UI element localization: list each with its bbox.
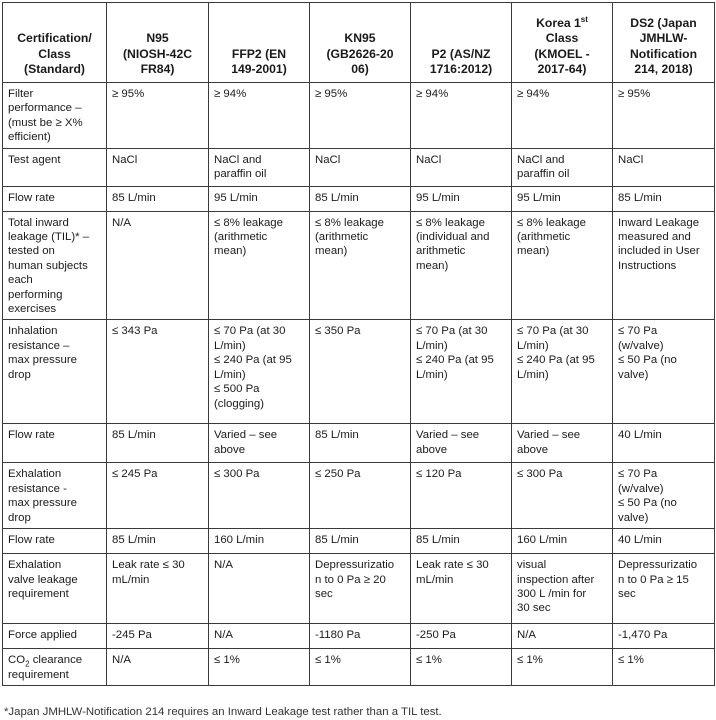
table-cell: ≤ 1% [512,649,613,686]
table-cell: ≥ 94% [209,83,310,149]
table-cell: NaCl and paraffin oil [209,148,310,186]
table-cell: ≤ 8% leakage (arithmetic mean) [310,211,411,320]
table-cell: ≤ 1% [613,649,715,686]
table-cell: ≤ 8% leakage (arithmetic mean) [512,211,613,320]
header-row [3,3,715,83]
table-cell: ≤ 8% leakage (individual and arithmetic mean) [411,211,512,320]
table-cell: N/A [107,211,209,320]
row-label: Total inward leakage (TIL)* – tested on human subjects each performing exercises [3,211,107,320]
row-label: Filter performance – (must be ≥ X% efficient) [3,83,107,149]
row-total-inward-leakage [3,211,715,320]
table-cell: ≤ 300 Pa [209,463,310,529]
table-cell: 95 L/min [512,186,613,211]
table-cell: Leak rate ≤ 30 mL/min [107,554,209,624]
table-cell: 85 L/min [310,186,411,211]
table-cell: 85 L/min [411,529,512,554]
table-cell: 85 L/min [613,186,715,211]
label-part: clearance requirement [8,654,83,681]
label-part: CO [8,654,26,667]
header-korea-sup: st [580,14,588,24]
table-cell: Leak rate ≤ 30 mL/min [411,554,512,624]
table-cell: ≤ 245 Pa [107,463,209,529]
table-cell: 95 L/min [411,186,512,211]
table-cell: ≥ 94% [411,83,512,149]
table-cell: ≥ 95% [613,83,715,149]
table-cell: 160 L/min [512,529,613,554]
table-cell: 40 L/min [613,529,715,554]
table-cell: Depressurizatio n to 0 Pa ≥ 15 sec [613,554,715,624]
row-flow-rate-3 [3,529,715,554]
table-cell: N/A [107,649,209,686]
table-cell: ≥ 94% [512,83,613,149]
header-certification-class: Certification/ Class (Standard) [3,3,107,83]
row-inhalation-resistance [3,320,715,424]
table-cell: ≤ 70 Pa (w/valve) ≤ 50 Pa (no valve) [613,320,715,424]
table-cell: 85 L/min [310,529,411,554]
row-filter-performance [3,83,715,149]
header-p2: P2 (AS/NZ 1716:2012) [411,3,512,83]
table-cell: ≤ 8% leakage (arithmetic mean) [209,211,310,320]
respirator-standards-table [2,2,715,686]
table-cell: ≤ 70 Pa (at 30 L/min) ≤ 240 Pa (at 95 L/min) [512,320,613,424]
table-cell: 85 L/min [107,529,209,554]
table-cell: ≥ 95% [107,83,209,149]
table-cell: 40 L/min [613,424,715,463]
table-cell: NaCl [107,148,209,186]
header-korea-text: Korea 1 [536,15,581,30]
header-korea-rest: Class (KMOEL - 2017-64) [534,31,590,77]
row-exhalation-valve-leakage [3,554,715,624]
row-label: Flow rate [3,424,107,463]
row-flow-rate-2 [3,424,715,463]
table-cell: 85 L/min [107,186,209,211]
row-label: Exhalation valve leakage requirement [3,554,107,624]
table-cell: Varied – see above [209,424,310,463]
row-label: Force applied [3,624,107,649]
row-flow-rate-1 [3,186,715,211]
table-cell: NaCl and paraffin oil [512,148,613,186]
table-cell: N/A [209,624,310,649]
label-subscript: 2 [25,659,30,669]
table-cell: ≤ 350 Pa [310,320,411,424]
table-cell: NaCl [613,148,715,186]
table-cell: Varied – see above [411,424,512,463]
table-cell: ≤ 70 Pa (at 30 L/min) ≤ 240 Pa (at 95 L/min) [411,320,512,424]
footnote: *Japan JMHLW-Notification 214 requires an Inward Leakage test rather than a TIL test. [4,706,442,718]
table-cell: 85 L/min [107,424,209,463]
row-exhalation-resistance [3,463,715,529]
row-label: Inhalation resistance – max pressure drop [3,320,107,424]
header-korea-1st-class [512,3,613,83]
table-cell: ≥ 95% [310,83,411,149]
table-cell: NaCl [411,148,512,186]
row-label: Test agent [3,148,107,186]
table-cell: -1,470 Pa [613,624,715,649]
table-cell: ≤ 1% [411,649,512,686]
table-cell: 85 L/min [310,424,411,463]
row-label: Flow rate [3,186,107,211]
table-cell: ≤ 70 Pa (w/valve) ≤ 50 Pa (no valve) [613,463,715,529]
row-force-applied [3,624,715,649]
table-cell: 160 L/min [209,529,310,554]
header-ffp2: FFP2 (EN 149-2001) [209,3,310,83]
table-cell: Inward Leakage measured and included in User Instructions [613,211,715,320]
table-cell: ≤ 300 Pa [512,463,613,529]
table-cell: 95 L/min [209,186,310,211]
header-kn95: KN95 (GB2626-20 06) [310,3,411,83]
table-cell: -250 Pa [411,624,512,649]
header-ds2: DS2 (Japan JMHLW- Notification 214, 2018) [613,3,715,83]
table-cell: ≤ 343 Pa [107,320,209,424]
row-label [3,649,107,686]
table-cell: ≤ 250 Pa [310,463,411,529]
table-cell: NaCl [310,148,411,186]
row-label: Exhalation resistance - max pressure drop [3,463,107,529]
table-cell: ≤ 120 Pa [411,463,512,529]
header-n95: N95 (NIOSH-42C FR84) [107,3,209,83]
table-cell: N/A [209,554,310,624]
table-cell: Depressurizatio n to 0 Pa ≥ 20 sec [310,554,411,624]
table-cell: ≤ 1% [209,649,310,686]
table-cell: N/A [512,624,613,649]
table-cell: Varied – see above [512,424,613,463]
table-cell: -1180 Pa [310,624,411,649]
row-label: Flow rate [3,529,107,554]
table-cell: -245 Pa [107,624,209,649]
table-cell: visual inspection after 300 L /min for 30 sec [512,554,613,624]
table-cell: ≤ 70 Pa (at 30 L/min) ≤ 240 Pa (at 95 L/min) ≤ 500 Pa (clogging) [209,320,310,424]
table-cell: ≤ 1% [310,649,411,686]
row-test-agent [3,148,715,186]
row-co2-clearance [3,649,715,686]
